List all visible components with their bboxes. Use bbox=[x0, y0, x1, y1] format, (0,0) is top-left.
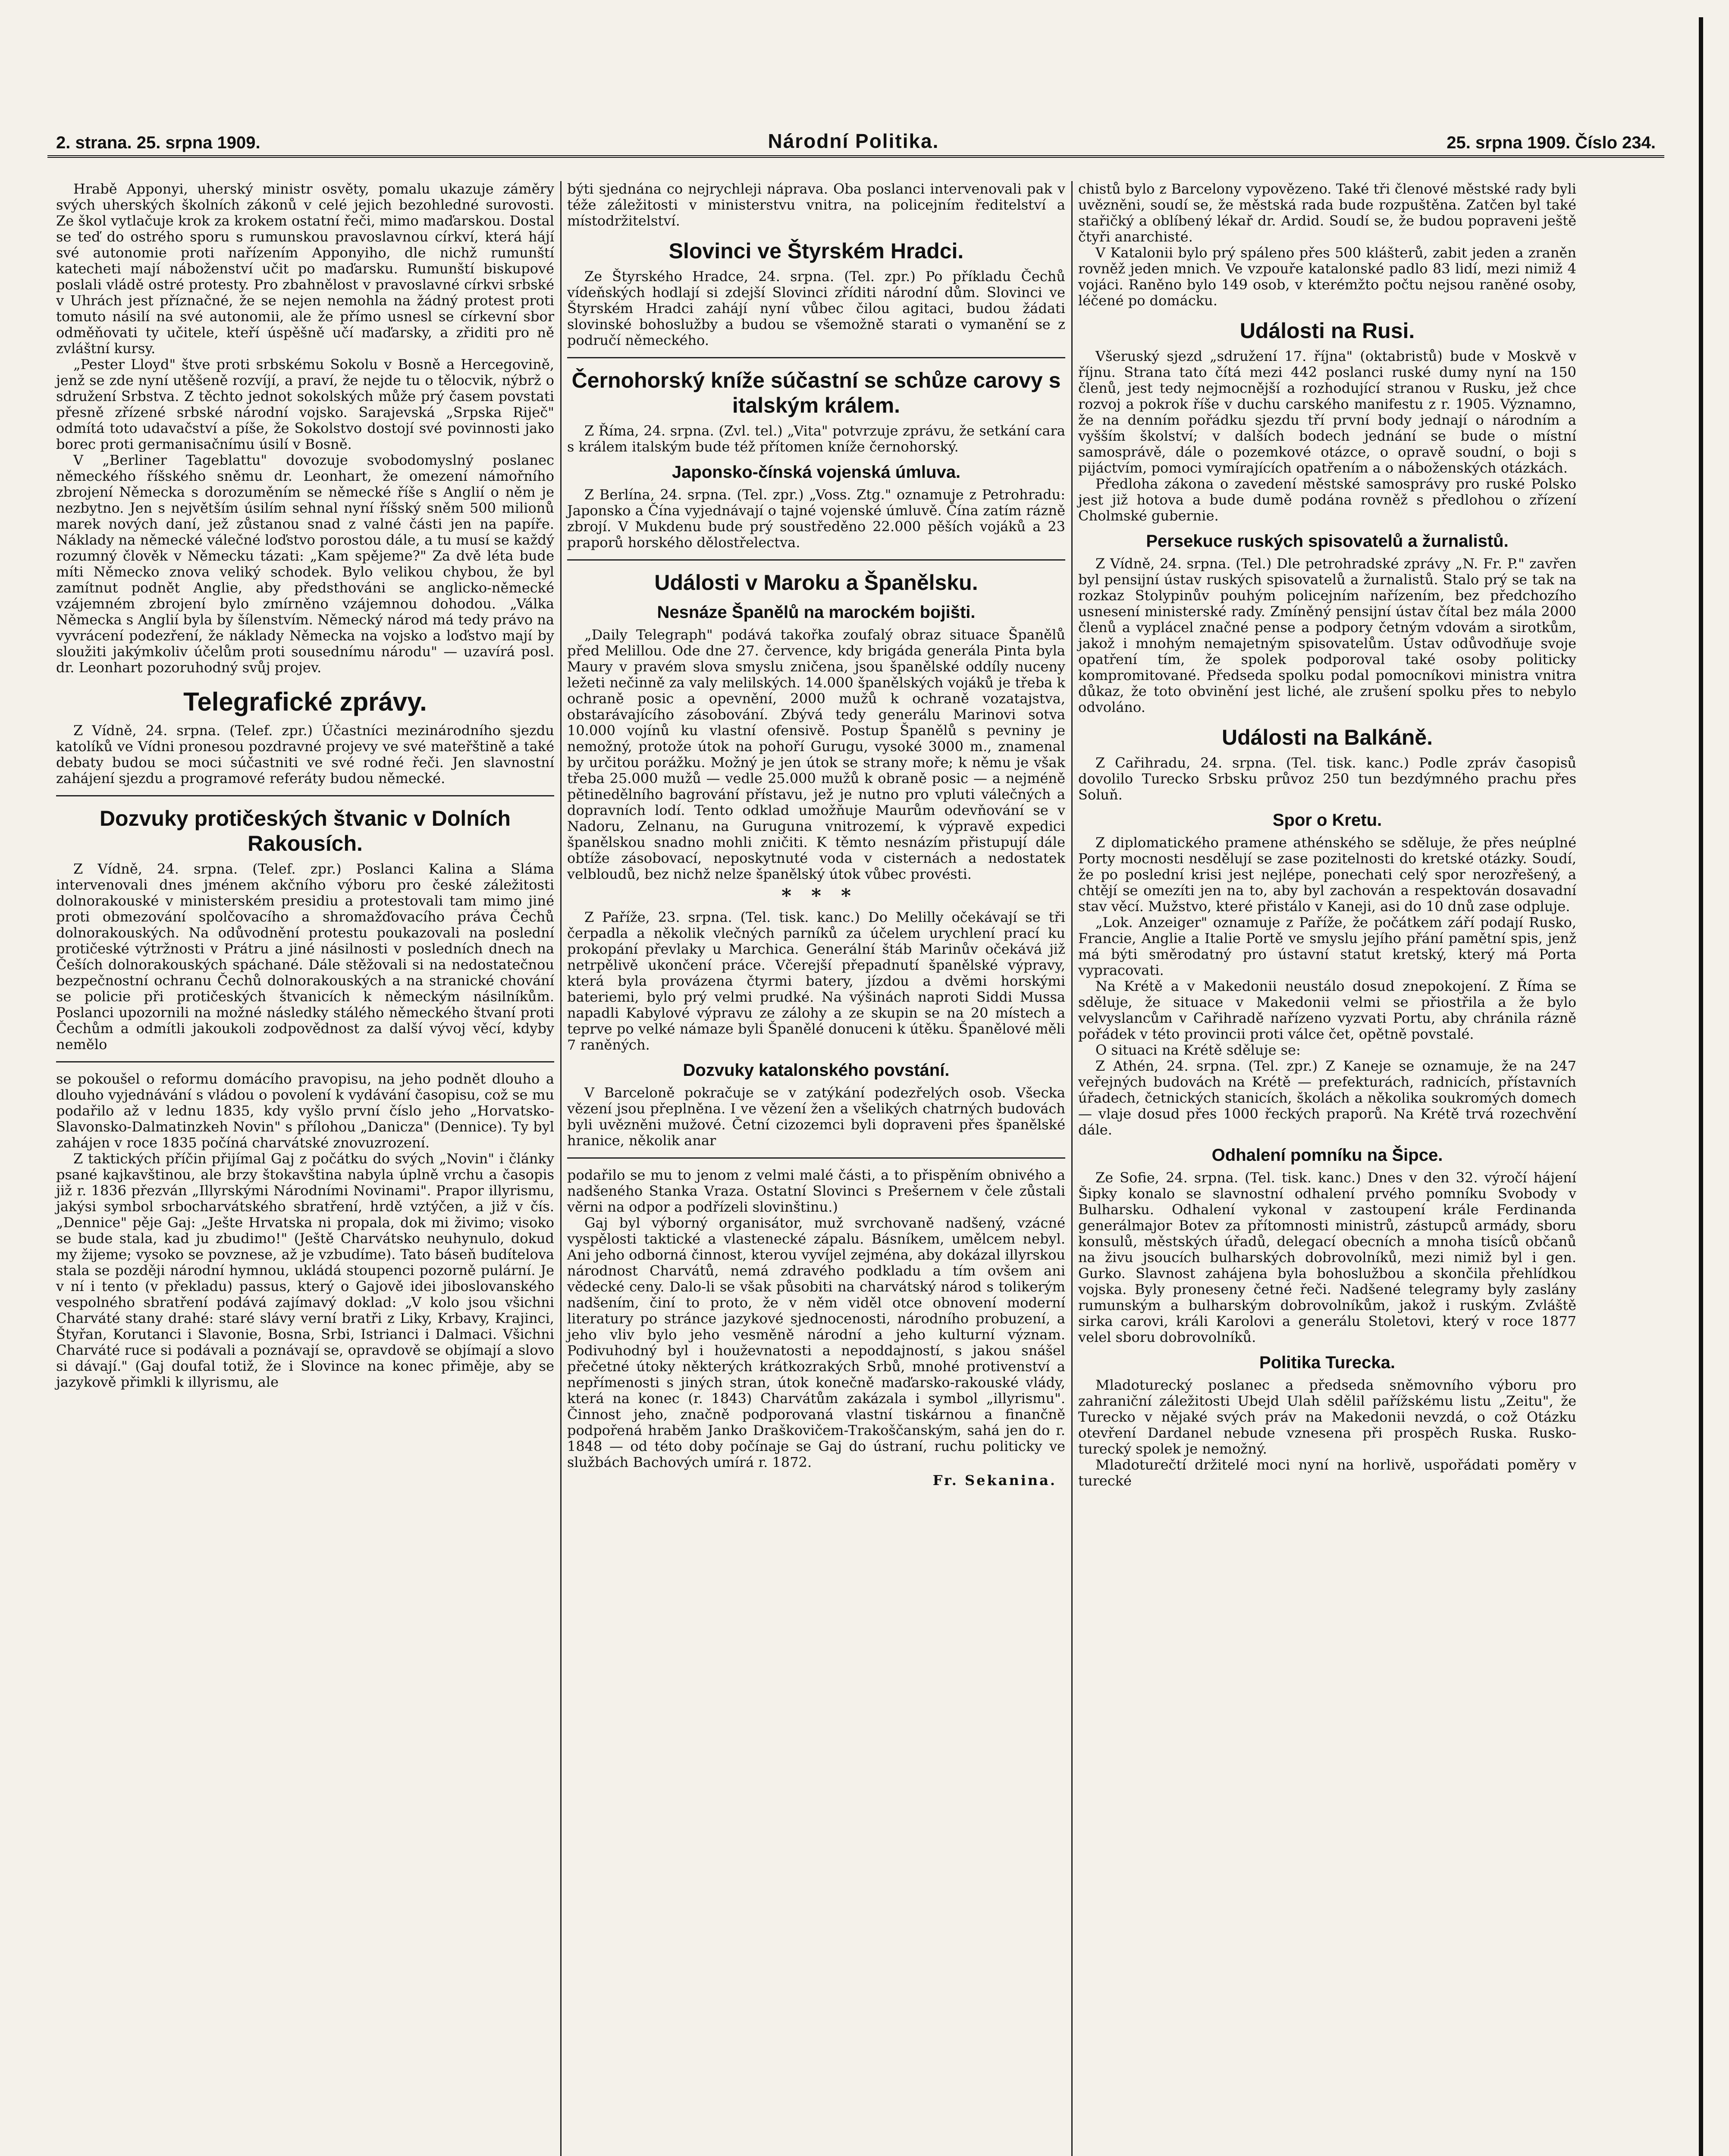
section-heading-telegraph: Telegrafické zprávy. bbox=[183, 687, 427, 716]
heading-sipka: Odhalení pomníku na Šipce. bbox=[1211, 1146, 1443, 1165]
divider bbox=[567, 357, 1065, 358]
heading-cernohorsky: Černohorský kníže súčastní se schůze carovy s italským králem. bbox=[571, 368, 1061, 417]
article-slovinci: Ze Štyrského Hradce, 24. srpna. (Tel. zpr.) Po příkladu Čechů vídeňských hodlají si zdejší Slovinci zříditi národní dům. Slovinci ve Štyrském Hradci zahájí nyní vůbec čilou agitaci, budou žádati slovinské bohoslužby a budou se všemožně starati o vymanění se z područí německého. bbox=[567, 268, 1065, 348]
section-asterisks: * * * bbox=[781, 885, 851, 907]
article-barcelona-cont: chistů bylo z Barcelony vypovězeno. Také tři členové městské rady byli uvězněni, soudí se, že městská rada bude rozpuštěna. Zatčen byl také stařičký a oblíbený lékař dr. Ardid. Soudí se, že budou popraveni ještě čtyři anarchisté. bbox=[1078, 181, 1576, 245]
columns bbox=[56, 181, 1660, 2156]
masthead: Národní Politika. bbox=[768, 130, 939, 152]
feuilleton-divider bbox=[56, 1061, 554, 1062]
heading-slovinci: Slovinci ve Štyrském Hradci. bbox=[668, 239, 964, 263]
feuilleton-gaj-4: Gaj byl výborný organisátor, muž svrchovaně nadšený, vzácné vyspělosti taktické a vlastenecké zápalu. Básníkem, umělcem nebyl. Ani jeho odborná činnost, kterou vyvíjel zejména, aby dokázal illyrskou národnost Charvátů, nemá zdravého podkladu a tím ovšem ani vědecké ceny. Dalo-li se však působiti na charvátský národ s tolikerým nadšením, činí to proto, že v něm viděl otce obnovení moderní literatury po stránce jazykové sjednocenosti, národního probuzení, a jeho vliv bylo jeho vesměně národní a jeho kulturní význam. Podivuhodný byl i houževnatosti a nepoddajností, s jakou snášel přečetné útoky některých krátkozrakých Srbů, mnohé protivenství a nepřímenosti s jiných stran, útok konečně maďarsko-rakouské vlády, která na konec (r. 1843) Charvátům zakázala i symbol „illyrismu". Činnost jeho, značně podporovaná vlastní tiskárnou a finančně podpořená hraběm Janko Draškovičem-Trakoščanským, sahá jen do r. 1848 — od této doby počínaje se Gaj do ústraní, ruchu politicky ve službách Bachových umírá r. 1872. bbox=[567, 1215, 1065, 1470]
article-kreta-intro: O situaci na Krétě sděluje se: bbox=[1095, 1042, 1301, 1058]
article-kreta-2: „Lok. Anzeiger" oznamuje z Paříže, že počátkem září podají Rusko, Francie, Anglie a Italie Portě ve smyslu jejího přání pamětní spis, jenž má býti směrodatný pro ústavní statut kretský, který má Porta vypracovati. bbox=[1078, 914, 1576, 978]
header-left: 2. strana. 25. srpna 1909. bbox=[56, 133, 260, 152]
article-katolici-sjezd: Z Vídně, 24. srpna. (Telef. zpr.) Účastníci mezinárodního sjezdu katolíků ve Vídni pronesou pozdravné projevy ve své mateřštině a také debaty budou se moci súčastniti ve své rodné řeči. Jen slavnostní zahájení sjezdu a programové referáty budou německé. bbox=[56, 722, 554, 787]
article-turecko: Mladoturecký poslanec a předseda sněmovního výboru pro zahraniční záležitosti Ubejd Ulah sdělil pařížskému listu „Zeitu", že Turecko v nějaké svých práv na Makedonii nevzdá, o což Otázku otevření Dardanel nebude vznesena při prospěch Ruska. Rusko-turecký spolek je nemožný. bbox=[1078, 1377, 1576, 1457]
article-melilla: Z Paříže, 23. srpna. (Tel. tisk. kanc.) Do Melilly očekávají se tři čerpadla a několik vlečných parníků za účelem urychlení prací ku prokopání převlaky u Marchica. Generální štáb Marinův očekává již netrpělivě ukončení práce. Včerejší přepadnutí španělské výpravy, která byla provázena čtyrmi batery, jízdou a dvěmi horskými bateriemi, bylo prý velmi prudké. Na výšinách naproti Siddi Mussa napadli Kabylové výpravu ze zálohy a ze skupin se na 20 místech a teprve po velké námaze byli Španělé donuceni k útěku. Španělové měli 7 raněných. bbox=[567, 909, 1065, 1053]
subheading-maroko: Nesnáze Španělů na marockém bojišti. bbox=[657, 603, 976, 622]
feuilleton-gaj-1: se pokoušel o reformu domácího pravopisu, na jeho podnět dlouho a dlouho vyjednávání s vládou o povolení k vydávání časopisu, což se mu podařilo až v lednu 1835, kdy vyšlo první číslo jeho „Horvatsko-Slavonsko-Dalmatinzkeh Novin" s přílohou „Danicza" (Dennice). Ty byl zahájen v roce 1835 počíná charvátské znovuzrození. bbox=[56, 1071, 554, 1151]
scan-border-right bbox=[1699, 17, 1703, 2156]
column-3 bbox=[1078, 181, 1576, 1489]
column-2 bbox=[567, 181, 1065, 1489]
column-rule bbox=[560, 181, 562, 2156]
column-rule bbox=[1071, 181, 1073, 2156]
article-cernohorsky: Z Říma, 24. srpna. (Zvl. tel.) „Vita" potvrzuje zprávu, že setkání cara s králem italským bude též přítomen kníže černohorský. bbox=[567, 423, 1065, 455]
heading-kreta: Spor o Kretu. bbox=[1272, 811, 1382, 830]
article-kreta-1: Z diplomatického pramene athénského se sděluje, že přes neúplné Porty mocnosti nesdělují se zase pozitelnosti do kretské otázky. Soudí, že po poslední krisi jest nejlépe, ponechati celý spor nerozřešený, a chtějí se omezíti jen na to, aby byl zachován a respektován dosavadní stav věcí. Mužstvo, které přistálo v Kaneji, asi do 10 dnů zase odpluje. bbox=[1078, 834, 1576, 915]
article-katalonie: V Katalonii bylo prý spáleno přes 500 klášterů, zabit jeden a zraněn rovněž jeden mnich. Ve vzpouře katalonské padlo 83 lidí, mezi nimiž 4 vojáci. Raněno bylo 149 osob, v kterémžto počtu nejsou raněné osoby, léčené po domácku. bbox=[1078, 244, 1576, 309]
article-sipka: Ze Sofie, 24. srpna. (Tel. tisk. kanc.) Dnes v den 32. výročí hájení Šipky konalo se slavnostní odhalení prvého pomníku Svobody v Bulharsku. Odhalení vykonal v zastoupení krále Ferdinanda generálmajor Botev za přítomnosti ministrů, zástupců armády, sboru konsulů, městských úřadů, delegací obecních a mnoha tisíců občanů na živu jsoucích bulharských dobrovolníků, mezi nimiž byl i gen. Gurko. Slavnost zahájena byla bohoslužbou a skončila přehlídkou vojska. Byly proneseny četné řeči. Nadšené telegramy byly zaslány rumunským a bulharským dobrovolníkům, jakož i ruským. Zvláště sirka carovi, králi Karolovi a generálu Stoletovi, který v roce 1877 velel sboru dobrovolníků. bbox=[1078, 1169, 1576, 1345]
heading-rus: Události na Rusi. bbox=[1239, 319, 1415, 343]
article-pester-lloyd: „Pester Lloyd" štve proti srbskému Sokolu v Bosně a Hercegovině, jenž se zde nyní utěšeně rozvíjí, a praví, že nejde tu o tělocvik, nýbrž o sdružení Srbstva. Z těchto jednot sokolských může prý časem povstati přesně zřízené srbské národní vojsko. Sarajevská „Srpska Riječ" odmítá toto udavačství a píše, že Sokolstvo dostojí své povinnosti jako borec proti germanisačnímu úsilí v Bosně. bbox=[56, 356, 554, 452]
article-dozvuky: Z Vídně, 24. srpna. (Telef. zpr.) Poslanci Kalina a Sláma intervenovali dnes jménem akčního výboru pro české záležitosti dolnorakouské v ministerském presidiu a protestovali tam mimo jiné proti obmezování spolčovacího a shromažďovacího práva Čechů dolnorakouských. Na odůvodnění protestu poukazovali na poslední protičeské výtržnosti v Prátru a jiné násilnosti v posledních dnech na Češích dolnorakouských spáchané. Dále stěžovali si na nedostatečnou bezpečnostní ochranu Čechů dolnorakouských a na stranické chování se policie při protičeských štvanicích k německým násilníkům. Poslanci upozornili na možné následky stálého německého štvaní proti Čechům a odmítli jakoukoli zodpovědnost za další vývoj věcí, kdyby nemělo bbox=[56, 861, 554, 1053]
article-makedonie: Na Krétě a v Makedonii neustálo dosud znepokojení. Z Říma se sděluje, že situace v Makedonii velmi se přiostřila a že bylo velvyslancům v Cařihradě nařízeno vyzvati Portu, aby chránila rázně pořádek v této provincii proti válce čet, opětně povstalé. bbox=[1078, 978, 1576, 1042]
article-apponyi: Hrabě Apponyi, uherský ministr osvěty, pomalu ukazuje záměry svých uherských školních zákonů v celé jejich bezohledné surovosti. Ze škol vytlačuje krok za krokem ostatní řeči, mimo maďarskou. Dostal se teď do ostrého sporu s rumunskou pravoslavnou církví, která hájí své autonomie proti nařízením Apponyiho, dle nichž rumunští katecheti mají náboženství učit po maďarsku. Rumunští biskupové poslali vládě ostré protesty. Pro zbahnělost v pravoslavné církvi srbské v Uhrách jest příznačné, že se nejen nemohla na žádný protest proti tomuto násilí na své autonomii, ale že přímo usnesl se církevní sbor odměňovati ty učitele, kteří úspěšně učí maďarsky, a zřiditi pro ně zvláštní kursy. bbox=[56, 181, 554, 357]
article-turecko-2: Mladoturečtí držitelé moci nyní na horlivě, uspořádati poměry v turecké bbox=[1078, 1457, 1576, 1489]
feuilleton-gaj-2: Z taktických příčin přijímal Gaj z počátku do svých „Novin" i články psané kajkavštinou, ale brzy štokavština nabyla úplně vrchu a časopis již r. 1836 přezván „Illyrskými Národními Novinami". Prapor illyrismu, jakýsi symbol srbocharvátského sbratření, hrdě vztýčen, a již v čís. „Dennice" pěje Gaj: „Ješte Hrvatska ni propala, dok mi živimo; visoko se bude stala, kad ju zbudimo!" (Ještě Charvátsko neuhynulo, dokud my žijeme; vysoko se povznese, až je vzbudíme). Tato báseň budítelova stala se později národní hymnou, ukládá stoupenci pozorně pulární. Je v ní i tento (v překladu) passus, který o Gajově idei jiboslovanského vespolného sbratření podává zajímavý doklad: „V kolo jsou všichni Charváté stany drahé: staré slávy verní bratři z Liky, Krbavy, Krajinci, Štyřan, Korutanci i Slavonie, Bosna, Srbi, Istrianci i Dalmaci. Všichni Charváté ruce si podávali a poznávají se, opravdově se objímají a slovo si dávají." (Gaj doufal totiž, že i Slovince na konec přiměje, aby se jazykově přimkli k illyrismu, ale bbox=[56, 1150, 554, 1390]
article-barcelona: V Barceloně pokračuje se v zatýkání podezřelých osob. Všecka vězení jsou přeplněna. I ve vězení žen a všelikých chatrných budovách byli uvězněni mužové. Četní cizozemci byli dopraveni přes španělské hranice, několik anar bbox=[567, 1084, 1065, 1149]
article-persekuce: Z Vídně, 24. srpna. (Tel.) Dle petrohradské zprávy „N. Fr. P." zavřen byl pensijní ústav ruských spisovatelů a žurnalistů. Stalo prý se tak na rozkaz Stolypinův pouhým policejním nařízením, bez předchozího usnesení ministerské rady. Zmíněný pensijní ústav čítal bez mála 2000 členů a vyplácel značné pense a podpory četným vdovám a sirotkům, jakož i mnohým nemajetným spisovatelům. Ústav odůvodňuje svoje opatření tím, že spolek podporoval také osoby politicky kompromitované. Předseda spolku podal pomocníkovi ministra vnitra důkaz, že toto obvinění jest liché, ale zrušení spolku přes to nebylo odvoláno. bbox=[1078, 555, 1576, 715]
feuilleton-divider bbox=[567, 1157, 1065, 1159]
article-carihrad: Z Cařihradu, 24. srpna. (Tel. tisk. kanc.) Podle zpráv časopisů dovolilo Turecko Srbsku průvoz 250 tun bezdýmného prachu přes Soluň. bbox=[1078, 755, 1576, 803]
article-japonsko: Z Berlína, 24. srpna. (Tel. zpr.) „Voss. Ztg." oznamuje z Petrohradu: Japonsko a Čína vyjednávají o tajné vojenské úmluvě. Čína zatím rázně zbrojí. V Mukdenu bude prý soustředěno 22.000 pěších vojáků a 23 praporů horského dělostřelectva. bbox=[567, 486, 1065, 551]
heading-maroko: Události v Maroku a Španělsku. bbox=[654, 570, 978, 595]
divider bbox=[56, 795, 554, 796]
article-oktabriste: Všeruský sjezd „sdružení 17. října" (oktabristů) bude v Moskvě v říjnu. Strana tato čítá mezi 442 poslanci ruské dumy nyní na 150 členů, jest tedy nejmocnější a rozhodující stranou v Rusku, jež chce rozvoj a pokrok říše v duchu carského manifestu z r. 1905. Významno, že na denním pořádku sjezdu tří první body jednají o národním a vyšším školství; v dalších bodech jednání se bude o místní samosprávě, dále o pozemkové otázce, o opravě soudní, o boji s pijáctvím, pomoci vymírajících opatřením a o náboženských otázkách. bbox=[1078, 348, 1576, 476]
article-dozvuky-cont: býti sjednána co nejrychleji náprava. Oba poslanci intervenovali pak v téže záležitosti v ministerstvu vnitra, na policejním ředitelství a místodržitelství. bbox=[567, 181, 1065, 229]
article-berliner-tageblatt: V „Berliner Tageblattu" dovozuje svobodomyslný poslanec německého říšského sněmu dr. Leonhart, že omezení námořního zbrojení Německa s dorozuměním se německé říše s Anglií o něm je nezbytno. Jen s největším úsilím sehnal nyní říšský sněm 500 milionů marek nových daní, jež zůstanou snad z valné části jen na papíře. Náklady na německé válečné loďstvo porostou dále, a tu musí se každý rozumný člověk v Německu tázati: „Kam spějeme?" Za dvě léta bude míti Německo znova veliký schodek. Bylo velikou chybou, že byl zamítnut podnět Anglie, aby předsthováni se anglicko-německé vzájemném zbrojení bylo zmírněno vzájemnou dohodou. „Válka Německa s Anglií byla by šílenstvím. Německý národ má tedy právo na vyvrácení podezření, že náklady Německa na vojsko a loďstvo mají by sloužiti jakýmkoliv účelům proti sousednímu národu" — uzavírá posl. dr. Leonhart pozoruhodný svůj projev. bbox=[56, 452, 554, 676]
heading-balkan: Události na Balkáně. bbox=[1221, 725, 1433, 749]
article-kaneje: Z Athén, 24. srpna. (Tel. zpr.) Z Kaneje se oznamuje, že na 247 veřejných budovách na Krétě — prefekturách, radnicích, přístavních úřadech, četnických stanicích, školách a několika soukromých domech — vlaje dosud přes 1000 řeckých praporů. Na Krétě trvá rozechvění dále. bbox=[1078, 1058, 1576, 1138]
feuilleton-gaj-3: podařilo se mu to jenom z velmi malé části, a to přispěním obnivého a nadšeného Stanka Vraza. Ostatní Slovinci s Prešernem v čele zůstali věrni na odpor a podřízeli slovinštinu.) bbox=[567, 1167, 1065, 1215]
article-polsko: Předloha zákona o zavedení městské samosprávy pro ruské Polsko jest již hotova a bude dumě podána rovněž s předlohou o zřízení Cholmské gubernie. bbox=[1078, 476, 1576, 524]
author-signature: Fr. Sekanina. bbox=[932, 1472, 1057, 1489]
heading-persekuce: Persekuce ruských spisovatelů a žurnalistů. bbox=[1146, 532, 1509, 551]
article-maroko: „Daily Telegraph" podává takořka zoufalý obraz situace Španělů před Melillou. Ode dne 27. července, kdy brigáda generála Pinta byla Maury v pravém slova smyslu zničena, jsou španělské oddíly nuceny ležeti nečinně za valy melilských. 14.000 španělských vojáků je třeba k ochraně posic a opevnění, 2000 mužů k ochraně vozatajstva, obstarávajícího zásobování. Zbývá tedy generálu Marinovi sotva 10.000 vojínů ku vlastní ofensivě. Postup Španělů s pevniny je nemožný, protože útok na pohoří Gurugu, vysoké 3000 m., znamenal by určitou porážku. Možný je jen útok se strany moře; k němu je však třeba 25.000 mužů — vedle 25.000 mužů k obraně posic — a nejméně pětinedělního bagrování přístavu, jež je nutno pro vpluti válečných a dopravních lodí. Tento odklad umožňuje Maurům odevňování se v Nadoru, Zelnanu, na Guruguna vnitrozemí, k výpravě expedici španělskou snadno mohli zničiti. K těmto nesnázím přistupují dále obtíže zásobovací, neposkytnuté voda v cisternách a nedostatek velbloudů, bez nichž nelze španělský útok vůbec provésti. bbox=[567, 627, 1065, 882]
heading-katalonsko: Dozvuky katalonského povstání. bbox=[683, 1061, 950, 1080]
heading-turecka: Politika Turecka. bbox=[1259, 1353, 1395, 1372]
divider bbox=[567, 559, 1065, 561]
page-header bbox=[47, 129, 1664, 158]
heading-dozvuky: Dozvuky protičeských štvanic v Dolních Rakousích. bbox=[99, 806, 511, 856]
column-1 bbox=[56, 181, 554, 1390]
heading-japonsko: Japonsko-čínská vojenská úmluva. bbox=[672, 463, 961, 482]
header-right: 25. srpna 1909. Číslo 234. bbox=[1447, 133, 1656, 152]
